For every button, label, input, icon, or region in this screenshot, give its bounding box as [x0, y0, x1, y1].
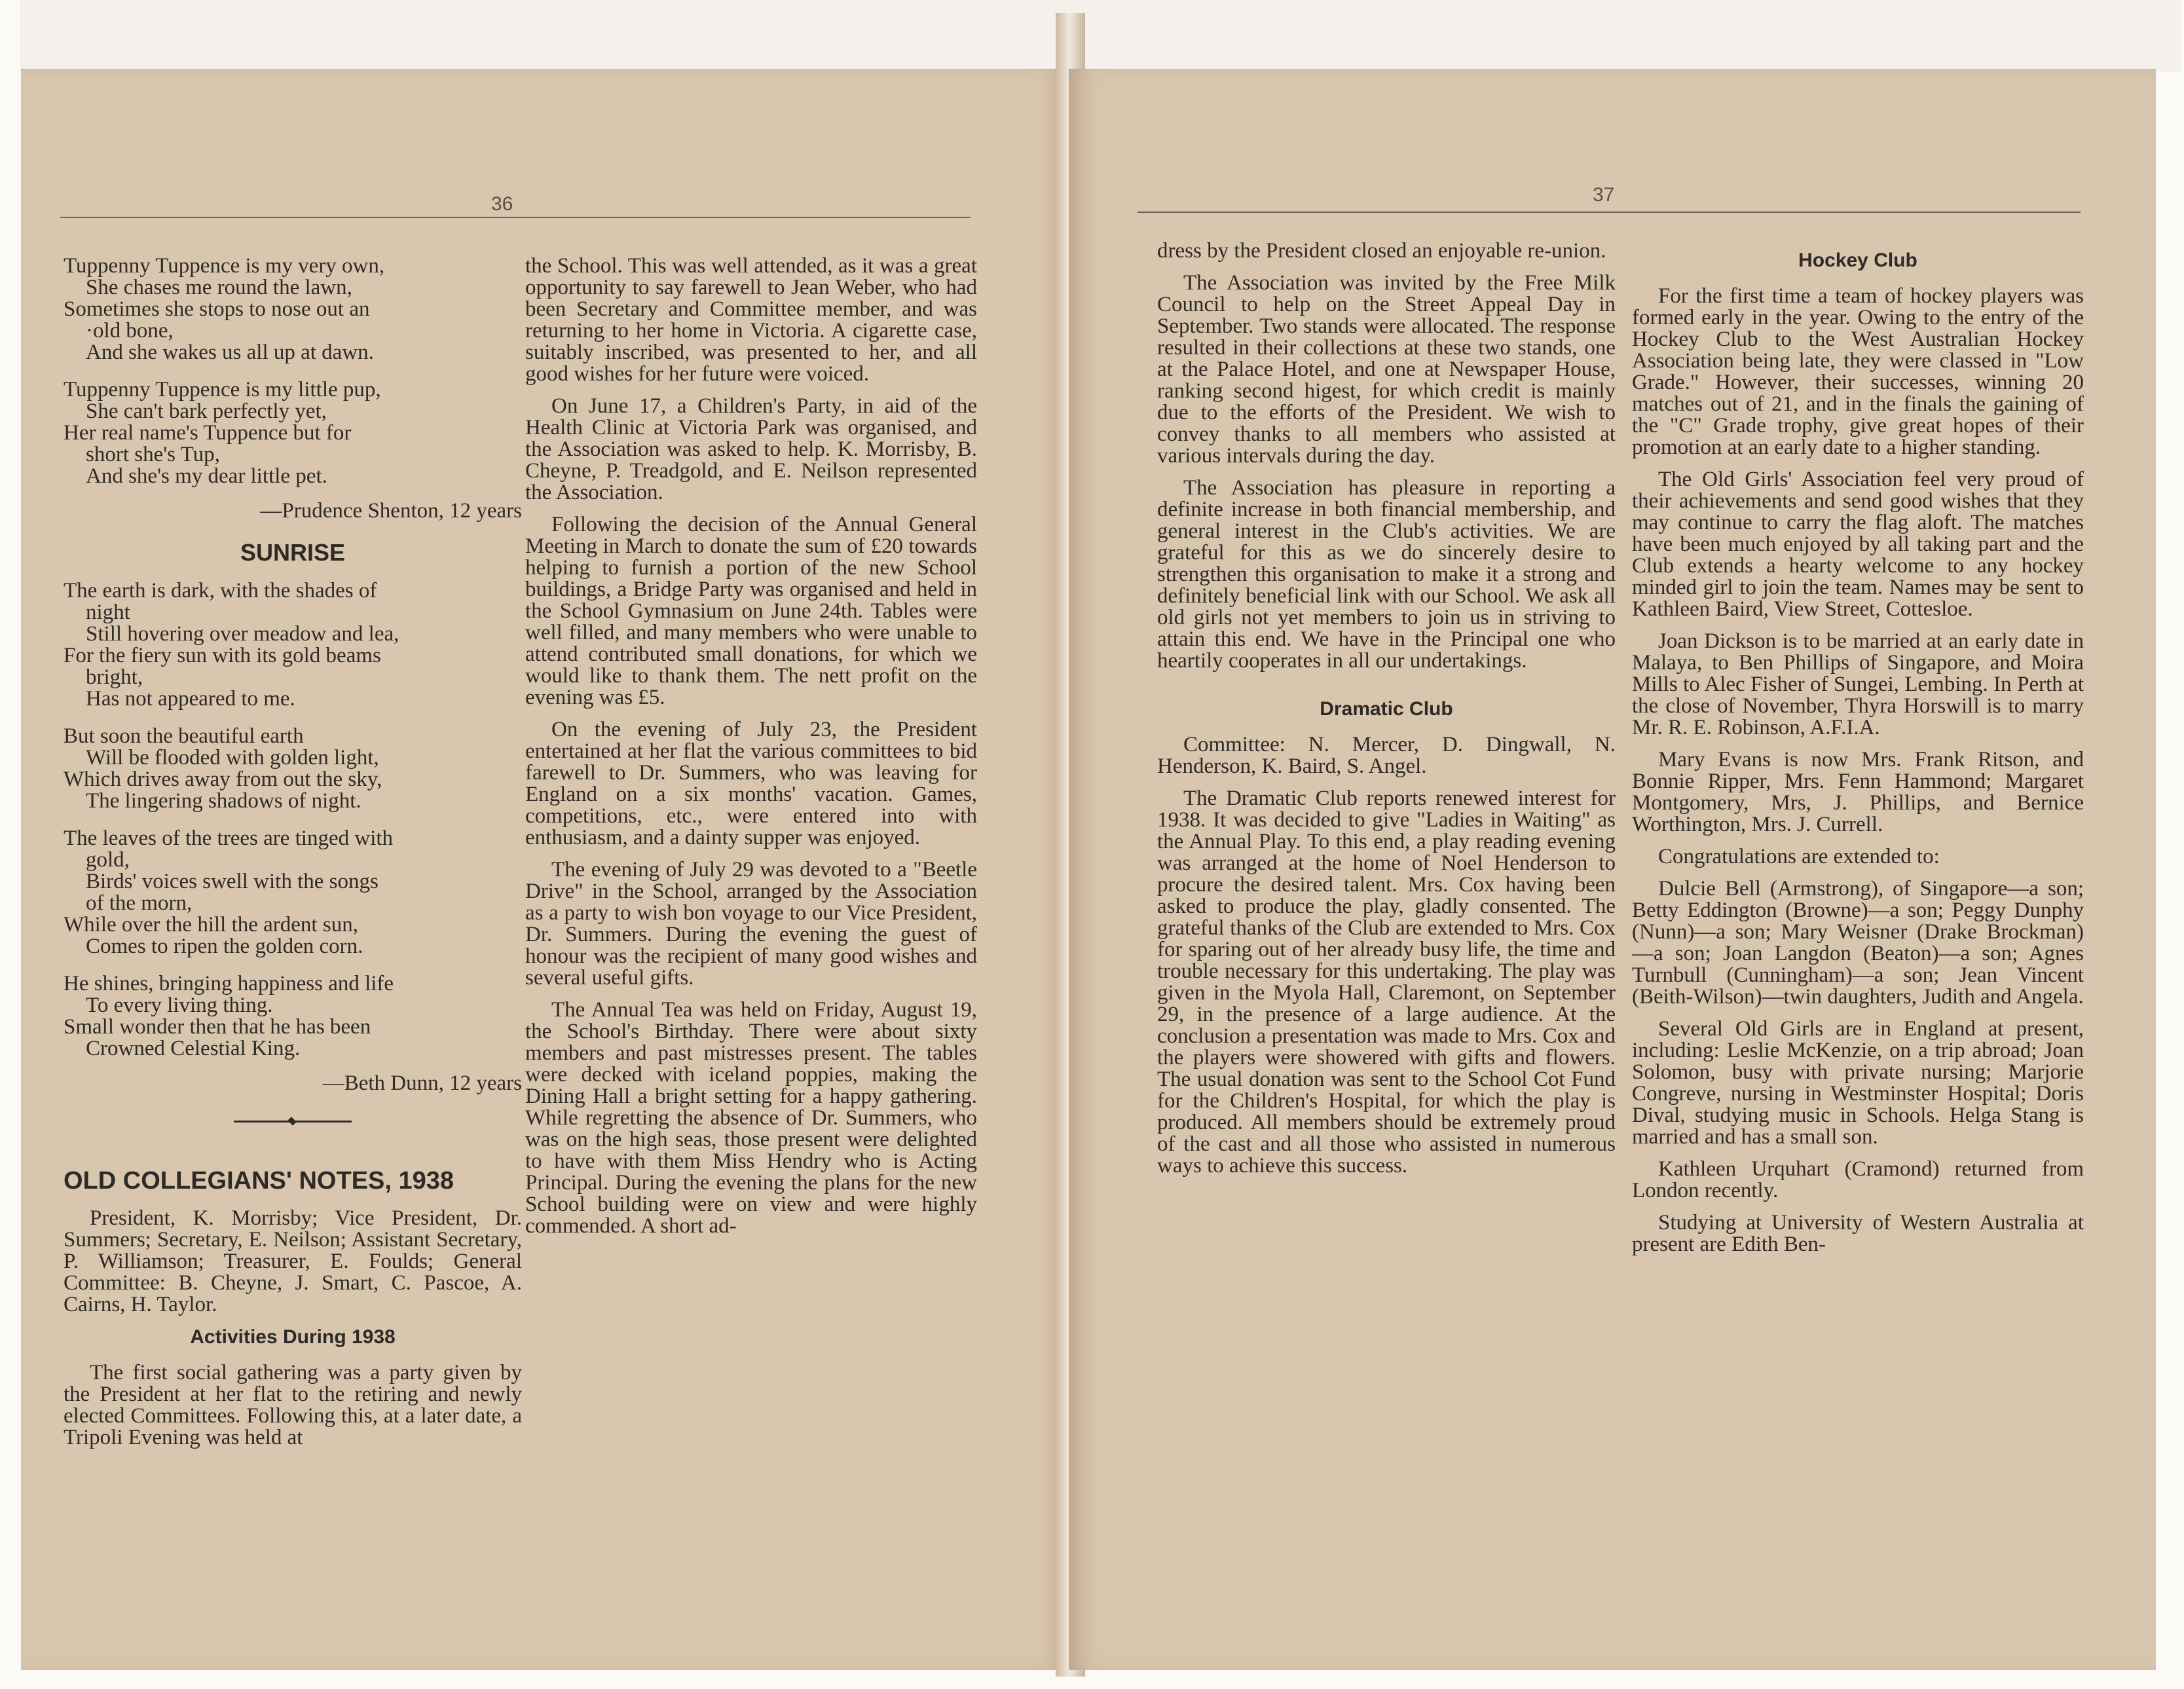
paragraph: Congratulations are extended to: [1658, 845, 1940, 868]
poem-line: gold, [86, 848, 130, 872]
paragraph: The Association was invited by the Free Milk Council to help on the Street Appeal Day in September. Two stands were allocated. The response resulted in their collections at these two stands, one at the Palace Hotel, and one at Newspaper House, ranking second higest, for which credit is mainly due to the efforts of the President. We wish to convey thanks to all members who assisted at various intervals during the day. [1157, 271, 1616, 468]
poem-line: She can't bark perfectly yet, [86, 399, 327, 423]
poem-line [64, 812, 522, 828]
poem-line: To every living thing. [86, 993, 273, 1017]
subsection-heading: Activities During 1938 [190, 1326, 396, 1348]
section-title: OLD COLLEGIANS' NOTES, 1938 [64, 1167, 454, 1195]
page-top-edge [20, 0, 2181, 72]
poem-line: She chases me round the lawn, [86, 276, 352, 299]
poem-line: Small wonder then that he has been [64, 1015, 371, 1039]
paragraph: On June 17, a Children's Party, in aid of the Health Clinic at Victoria Park was organised, and the Association was asked to help. K. Morrisby, B. Cheyne, P. Treadgold, and E. Neilson represented the Association. [525, 394, 977, 504]
poem-line: Birds' voices swell with the songs [86, 870, 379, 893]
paragraph: On the evening of July 23, the President entertained at her flat the various committees to bid farewell to Dr. Summers, who was leaving for England on a six months' vacation. Games, competitions, etc., were entered into with enthusiasm, and a dainty supper was enjoyed. [525, 718, 977, 849]
paragraph: Committee: N. Mercer, D. Dingwall, N. Henderson, K. Baird, S. Angel. [1157, 733, 1616, 778]
paragraph: the School. This was well attended, as it was a great opportunity to say farewell to Jean Weber, who had been Secretary and Committee member, and was returning to her home in Victoria. A cigarette case, suitably inscribed, was presented to her, and all good wishes for her future were voiced. [525, 254, 977, 386]
poem-line: For the fiery sun with its gold beams [64, 644, 381, 667]
poem-line: The lingering shadows of night. [86, 789, 361, 813]
paragraph: The Old Girls' Association feel very proud of their achievements and send good wishes that they may continue to carry the flag aloft. The matches have been much enjoyed by all taking part and the Club extends a hearty welcome to any hockey minded girl to join the team. Names may be sent to Kathleen Baird, View Street, Cottesloe. [1632, 468, 2084, 621]
poem-line: bright, [86, 665, 143, 689]
poem-line: Has not appeared to me. [86, 687, 295, 711]
poem-line: He shines, bringing happiness and life [64, 972, 394, 995]
poem-line: But soon the beautiful earth [64, 724, 304, 748]
header-rule [60, 217, 971, 218]
poem-line: Tuppenny Tuppence is my very own, [64, 254, 385, 278]
right-column-2 [1632, 240, 2084, 1266]
poem-line: While over the hill the ardent sun, [64, 913, 358, 937]
poem-line: Will be flooded with golden light, [86, 746, 379, 770]
paragraph: Mary Evans is now Mrs. Frank Ritson, and Bonnie Ripper, Mrs. Fenn Hammond; Margaret Montgomery, Mrs, J. Phillips, and Bernice Worthington, Mrs. J. Currell. [1632, 748, 2084, 836]
poem-line: Crowned Celestial King. [86, 1037, 301, 1060]
poem-line [64, 957, 522, 973]
poem-line [64, 363, 522, 379]
poem-line: short she's Tup, [86, 443, 220, 466]
page-number: 37 [1593, 184, 1615, 206]
poem-line: And she wakes us all up at dawn. [86, 341, 374, 364]
paragraph: The first social gathering was a party given by the President at her flat to the retiring and newly elected Committees. Following this, at a later date, a Tripoli Evening was held at [64, 1361, 522, 1449]
poem-line [64, 710, 522, 726]
paragraph: For the first time a team of hockey players was formed early in the year. Owing to the entry of the Hockey Club to the West Australian Hockey Association being late, they were classed in "Low Grade." However, their successes, winning 20 matches out of 21, and in the finals the gaining of the "C" Grade trophy, give great hopes of their promotion at an early date to a higher standing. [1632, 284, 2084, 459]
paragraph: Joan Dickson is to be married at an early date in Malaya, to Ben Phillips of Singapore, and Moira Mills to Alec Fisher of Sungei, Lembing. In Perth at the close of November, Thyra Horswill is to marry Mr. R. E. Robinson, A.F.I.A. [1632, 629, 2084, 739]
left-column-1 [64, 255, 522, 1459]
paragraph: The Association has pleasure in reporting a definite increase in both financial membership, and general interest in the Club's activities. We are grateful for this as we do sincerely desire to strengthen this organisation to make it a strong and definitely beneficial link with our School. We ask all old girls not yet members to join us in striving to attain this end. We have in the Principal one who heartily cooperates in all our undertakings. [1157, 476, 1616, 673]
poem-line: Sometimes she stops to nose out an [64, 297, 370, 321]
paragraph: Studying at University of Western Australia at present are Edith Ben- [1632, 1211, 2084, 1256]
paragraph: The evening of July 29 was devoted to a "Beetle Drive" in the School, arranged by the Association as a party to wish bon voyage to our Vice President, Dr. Summers. During the evening the guest of honour was the recipient of many good wishes and several useful gifts. [525, 858, 977, 990]
poem-line: night [86, 601, 130, 624]
poem-line: of the morn, [86, 891, 193, 915]
poem-line: Which drives away from out the sky, [64, 768, 382, 791]
poem-line: Comes to ripen the golden corn. [86, 935, 363, 958]
paragraph: Kathleen Urquhart (Cramond) returned from London recently. [1632, 1157, 2084, 1202]
poem-line: And she's my dear little pet. [86, 464, 327, 488]
paragraph: The Annual Tea was held on Friday, August 19, the School's Birthday. There were about sixty members and past mistresses present. The tables were decked with iceland poppies, making the Dining Hall a bright setting for a happy gathering. While regretting the absence of Dr. Summers, who was on the high seas, those present were delighted to have with them Miss Hendry who is Acting Principal. During the evening the plans for the new School building were on view and were highly commended. A short ad- [525, 998, 977, 1238]
paragraph: Several Old Girls are in England at present, including: Leslie McKenzie, on a trip abroad; Joan Solomon, busy with private nursing; Marjorie Congreve, nursing in Westminster Hospital; Doris Dival, studying music in Schools. Helga Stang is married and has a small son. [1632, 1017, 2084, 1149]
poem-title: SUNRISE [240, 539, 346, 566]
poem-signature: —Beth Dunn, 12 years [322, 1071, 522, 1095]
paragraph: The Dramatic Club reports renewed interest for 1938. It was decided to give "Ladies in Waiting" as the Annual Play. To this end, a play reading evening was arranged at the home of Noel Henderson to procure the desired talent. Mrs. Cox having been asked to produce the play, gladly consented. The grateful thanks of the Club are extended to Mrs. Cox for sparing out of her already busy life, the time and trouble necessary for this undertaking. The play was given in the Myola Hall, Claremont, on September 29, in the presence of a large audience. At the conclusion a presentation was made to Mrs. Cox and the players were showered with gifts and flowers. The usual donation was sent to the School Cot Fund for the Children's Hospital, for which the play is produced. All members should be extremely proud of the cast and all those who assisted in numerous ways to achieve this success. [1157, 787, 1616, 1178]
subsection-heading: Dramatic Club [1320, 698, 1453, 720]
paragraph: dress by the President closed an enjoyable re-union. [1157, 239, 1606, 263]
poem-line: Her real name's Tuppence but for [64, 421, 352, 445]
right-page [1069, 69, 2156, 1670]
left-page [21, 69, 1069, 1670]
poem-sunrise [64, 580, 522, 1060]
poem-line: The earth is dark, with the shades of [64, 579, 377, 603]
poem-signature: —Prudence Shenton, 12 years [260, 499, 522, 523]
subsection-heading: Hockey Club [1798, 250, 1917, 271]
poem-line: ·old bone, [86, 319, 174, 343]
page-number: 36 [491, 193, 513, 215]
header-rule [1138, 212, 2081, 213]
paragraph: Dulcie Bell (Armstrong), of Singapore—a son; Betty Eddington (Browne)—a son; Peggy Dunphy (Nunn)—a son; Mary Weisner (Drake Brockman)—a son; Joan Langdon (Beaton)—a son; Agnes Turnbull (Cunningham)—a son; Jean Vincent (Beith-Wilson)—twin daughters, Judith and Angela. [1632, 877, 2084, 1009]
poem-line: The leaves of the trees are tinged with [64, 826, 394, 850]
left-column-2 [525, 255, 977, 1248]
officers-paragraph: President, K. Morrisby; Vice President, Dr. Summers; Secretary, E. Neilson; Assistant Secretary, P. Williamson; Treasurer, E. Foulds; General Committee: B. Cheyne, J. Smart, C. Pascoe, A. Cairns, H. Taylor. [64, 1206, 522, 1316]
poem-tuppence [64, 255, 522, 487]
section-divider [234, 1118, 352, 1124]
right-column-1 [1157, 240, 1616, 1187]
poem-line: Still hovering over meadow and lea, [86, 622, 399, 646]
paragraph: Following the decision of the Annual General Meeting in March to donate the sum of £20 towards helping to furnish a portion of the new School buildings, a Bridge Party was organised and held in the School Gymnasium on June 24th. Tables were well filled, and many members who were unable to attend contributed small donations, for which we would like to thank them. The nett profit on the evening was £5. [525, 513, 977, 709]
poem-line: Tuppenny Tuppence is my little pup, [64, 378, 381, 401]
